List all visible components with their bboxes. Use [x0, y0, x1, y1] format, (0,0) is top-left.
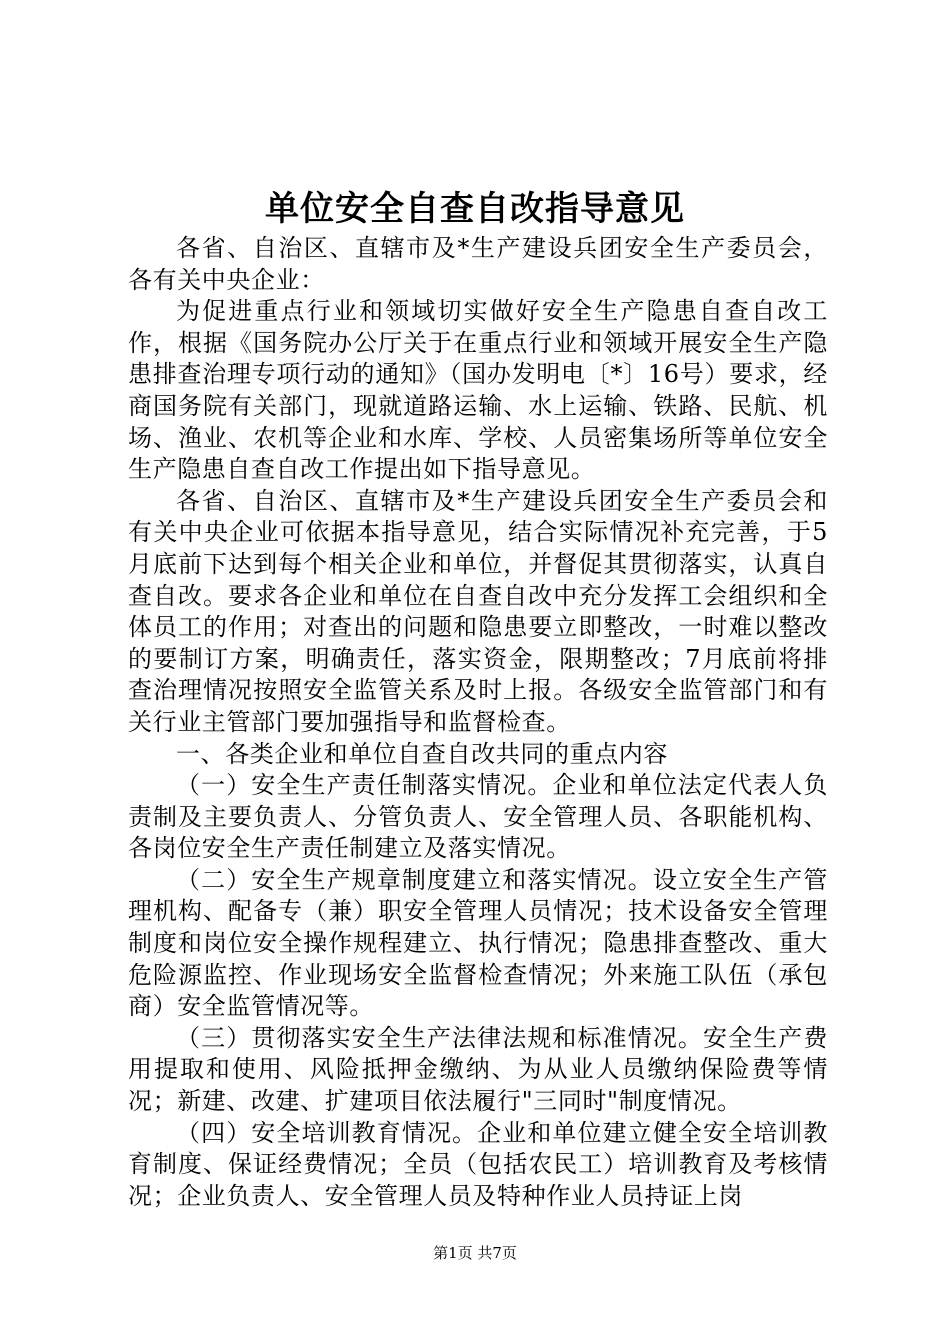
paragraph-requirements: 各省、自治区、直辖市及*生产建设兵团安全生产委员会和有关中央企业可依据本指导意见，结合实际情况补充完善，于5月底前下达到每个相关企业和单位，并督促其贯彻落实，认真自查自改。要求各企业和单位在自查自改中充分发挥工会组织和全体员工的作用；对查出的问题和隐患要立即整改，一时难以整改的要制订方案，明确责任，落实资金，限期整改；7月底前将排查治理情况按照安全监管关系及时上报。各级安全监管部门和有关行业主管部门要加强指导和监督检查。 — [128, 486, 828, 736]
section-heading-1: 一、各类企业和单位自查自改共同的重点内容 — [176, 739, 668, 768]
document-body — [128, 233, 828, 1212]
document-title: 单位安全自查自改指导意见 — [265, 189, 685, 229]
paragraph-purpose: 为促进重点行业和领域切实做好安全生产隐患自查自改工作，根据《国务院办公厅关于在重点行业和领域开展安全生产隐患排查治理专项行动的通知》（国办发明电〔*〕16号）要求，经商国务院有关部门，现就道路运输、水上运输、铁路、民航、机场、渔业、农机等企业和水库、学校、人员密集场所等单位安全生产隐患自查自改工作提出如下指导意见。 — [128, 297, 828, 484]
paragraph-item-3: （三）贯彻落实安全生产法律法规和标准情况。安全生产费用提取和使用、风险抵押金缴纳、为从业人员缴纳保险费等情况；新建、改建、扩建项目依法履行"三同时"制度情况。 — [128, 1023, 828, 1116]
paragraph-item-2: （二）安全生产规章制度建立和落实情况。设立安全生产管理机构、配备专（兼）职安全管理人员情况；技术设备安全管理制度和岗位安全操作规程建立、执行情况；隐患排查整改、重大危险源监控、作业现场安全监督检查情况；外来施工队伍（承包商）安全监管情况等。 — [128, 865, 828, 1021]
paragraph-addressees: 各省、自治区、直辖市及*生产建设兵团安全生产委员会，各有关中央企业： — [128, 234, 828, 294]
paragraph-item-1: （一）安全生产责任制落实情况。企业和单位法定代表人负责制及主要负责人、分管负责人、安全管理人员、各职能机构、各岗位安全生产责任制建立及落实情况。 — [128, 771, 828, 863]
page-footer: 第1页 共7页 — [433, 1244, 517, 1262]
paragraph-item-4: （四）安全培训教育情况。企业和单位建立健全安全培训教育制度、保证经费情况；全员（包括农民工）培训教育及考核情况；企业负责人、安全管理人员及特种作业人员持证上岗 — [128, 1118, 828, 1210]
